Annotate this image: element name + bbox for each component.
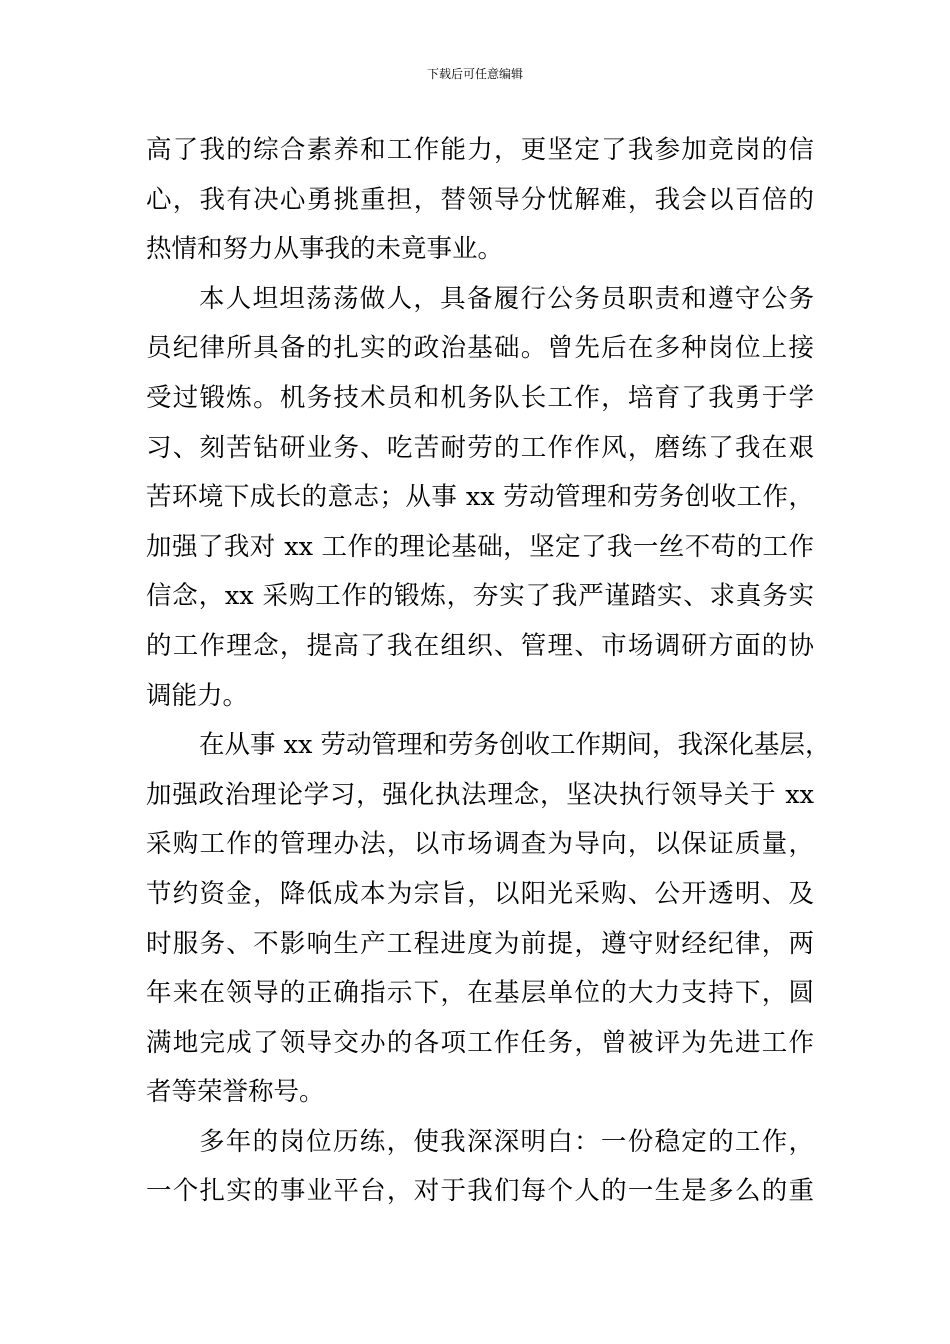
text-line: 节约资金，降低成本为宗旨，以阳光采购、公开透明、及 <box>146 878 814 909</box>
text-line: 习、刻苦钻研业务、吃苦耐劳的工作作风，磨练了我在艰 <box>146 432 814 463</box>
text-line: 年来在领导的正确指示下，在基层单位的大力支持下，圆 <box>146 978 814 1009</box>
text-line: 加强政治理论学习，强化执法理念，坚决执行领导关于 xx <box>146 779 814 810</box>
text-line: 员纪律所具备的扎实的政治基础。曾先后在多种岗位上接 <box>146 333 814 364</box>
text-line: 一个扎实的事业平台，对于我们每个人的一生是多么的重 <box>146 1176 814 1207</box>
page-header: 下载后可任意编辑 <box>426 67 523 81</box>
text-line: 苦环境下成长的意志；从事 xx 劳动管理和劳务创收工作， <box>146 482 814 513</box>
text-line: 加强了我对 xx 工作的理论基础，坚定了我一丝不苟的工作 <box>146 531 814 562</box>
text-line: 信念，xx 采购工作的锻炼，夯实了我严谨踏实、求真务实 <box>146 581 814 612</box>
text-line: 高了我的综合素养和工作能力，更坚定了我参加竞岗的信 <box>146 135 814 165</box>
text-line: 热情和努力从事我的未竟事业。 <box>146 234 504 265</box>
text-line: 心，我有决心勇挑重担，替领导分忧解难，我会以百倍的 <box>146 184 814 215</box>
text-line: 多年的岗位历练，使我深深明白：一份稳定的工作， <box>199 1126 814 1157</box>
text-line: 本人坦坦荡荡做人，具备履行公务员职责和遵守公务 <box>199 283 814 314</box>
text-line: 满地完成了领导交办的各项工作任务，曾被评为先进工作 <box>146 1027 814 1058</box>
text-line: 在从事 xx 劳动管理和劳务创收工作期间，我深化基层， <box>199 730 831 761</box>
text-line: 时服务、不影响生产工程进度为前提，遵守财经纪律，两 <box>146 928 814 959</box>
document-body <box>146 126 831 1217</box>
text-line: 采购工作的管理办法，以市场调查为导向，以保证质量， <box>146 829 814 860</box>
text-line: 的工作理念，提高了我在组织、管理、市场调研方面的协 <box>146 630 814 661</box>
text-line: 调能力。 <box>146 680 249 711</box>
text-line: 者等荣誉称号。 <box>146 1077 325 1108</box>
text-line: 受过锻炼。机务技术员和机务队长工作，培育了我勇于学 <box>146 382 814 413</box>
